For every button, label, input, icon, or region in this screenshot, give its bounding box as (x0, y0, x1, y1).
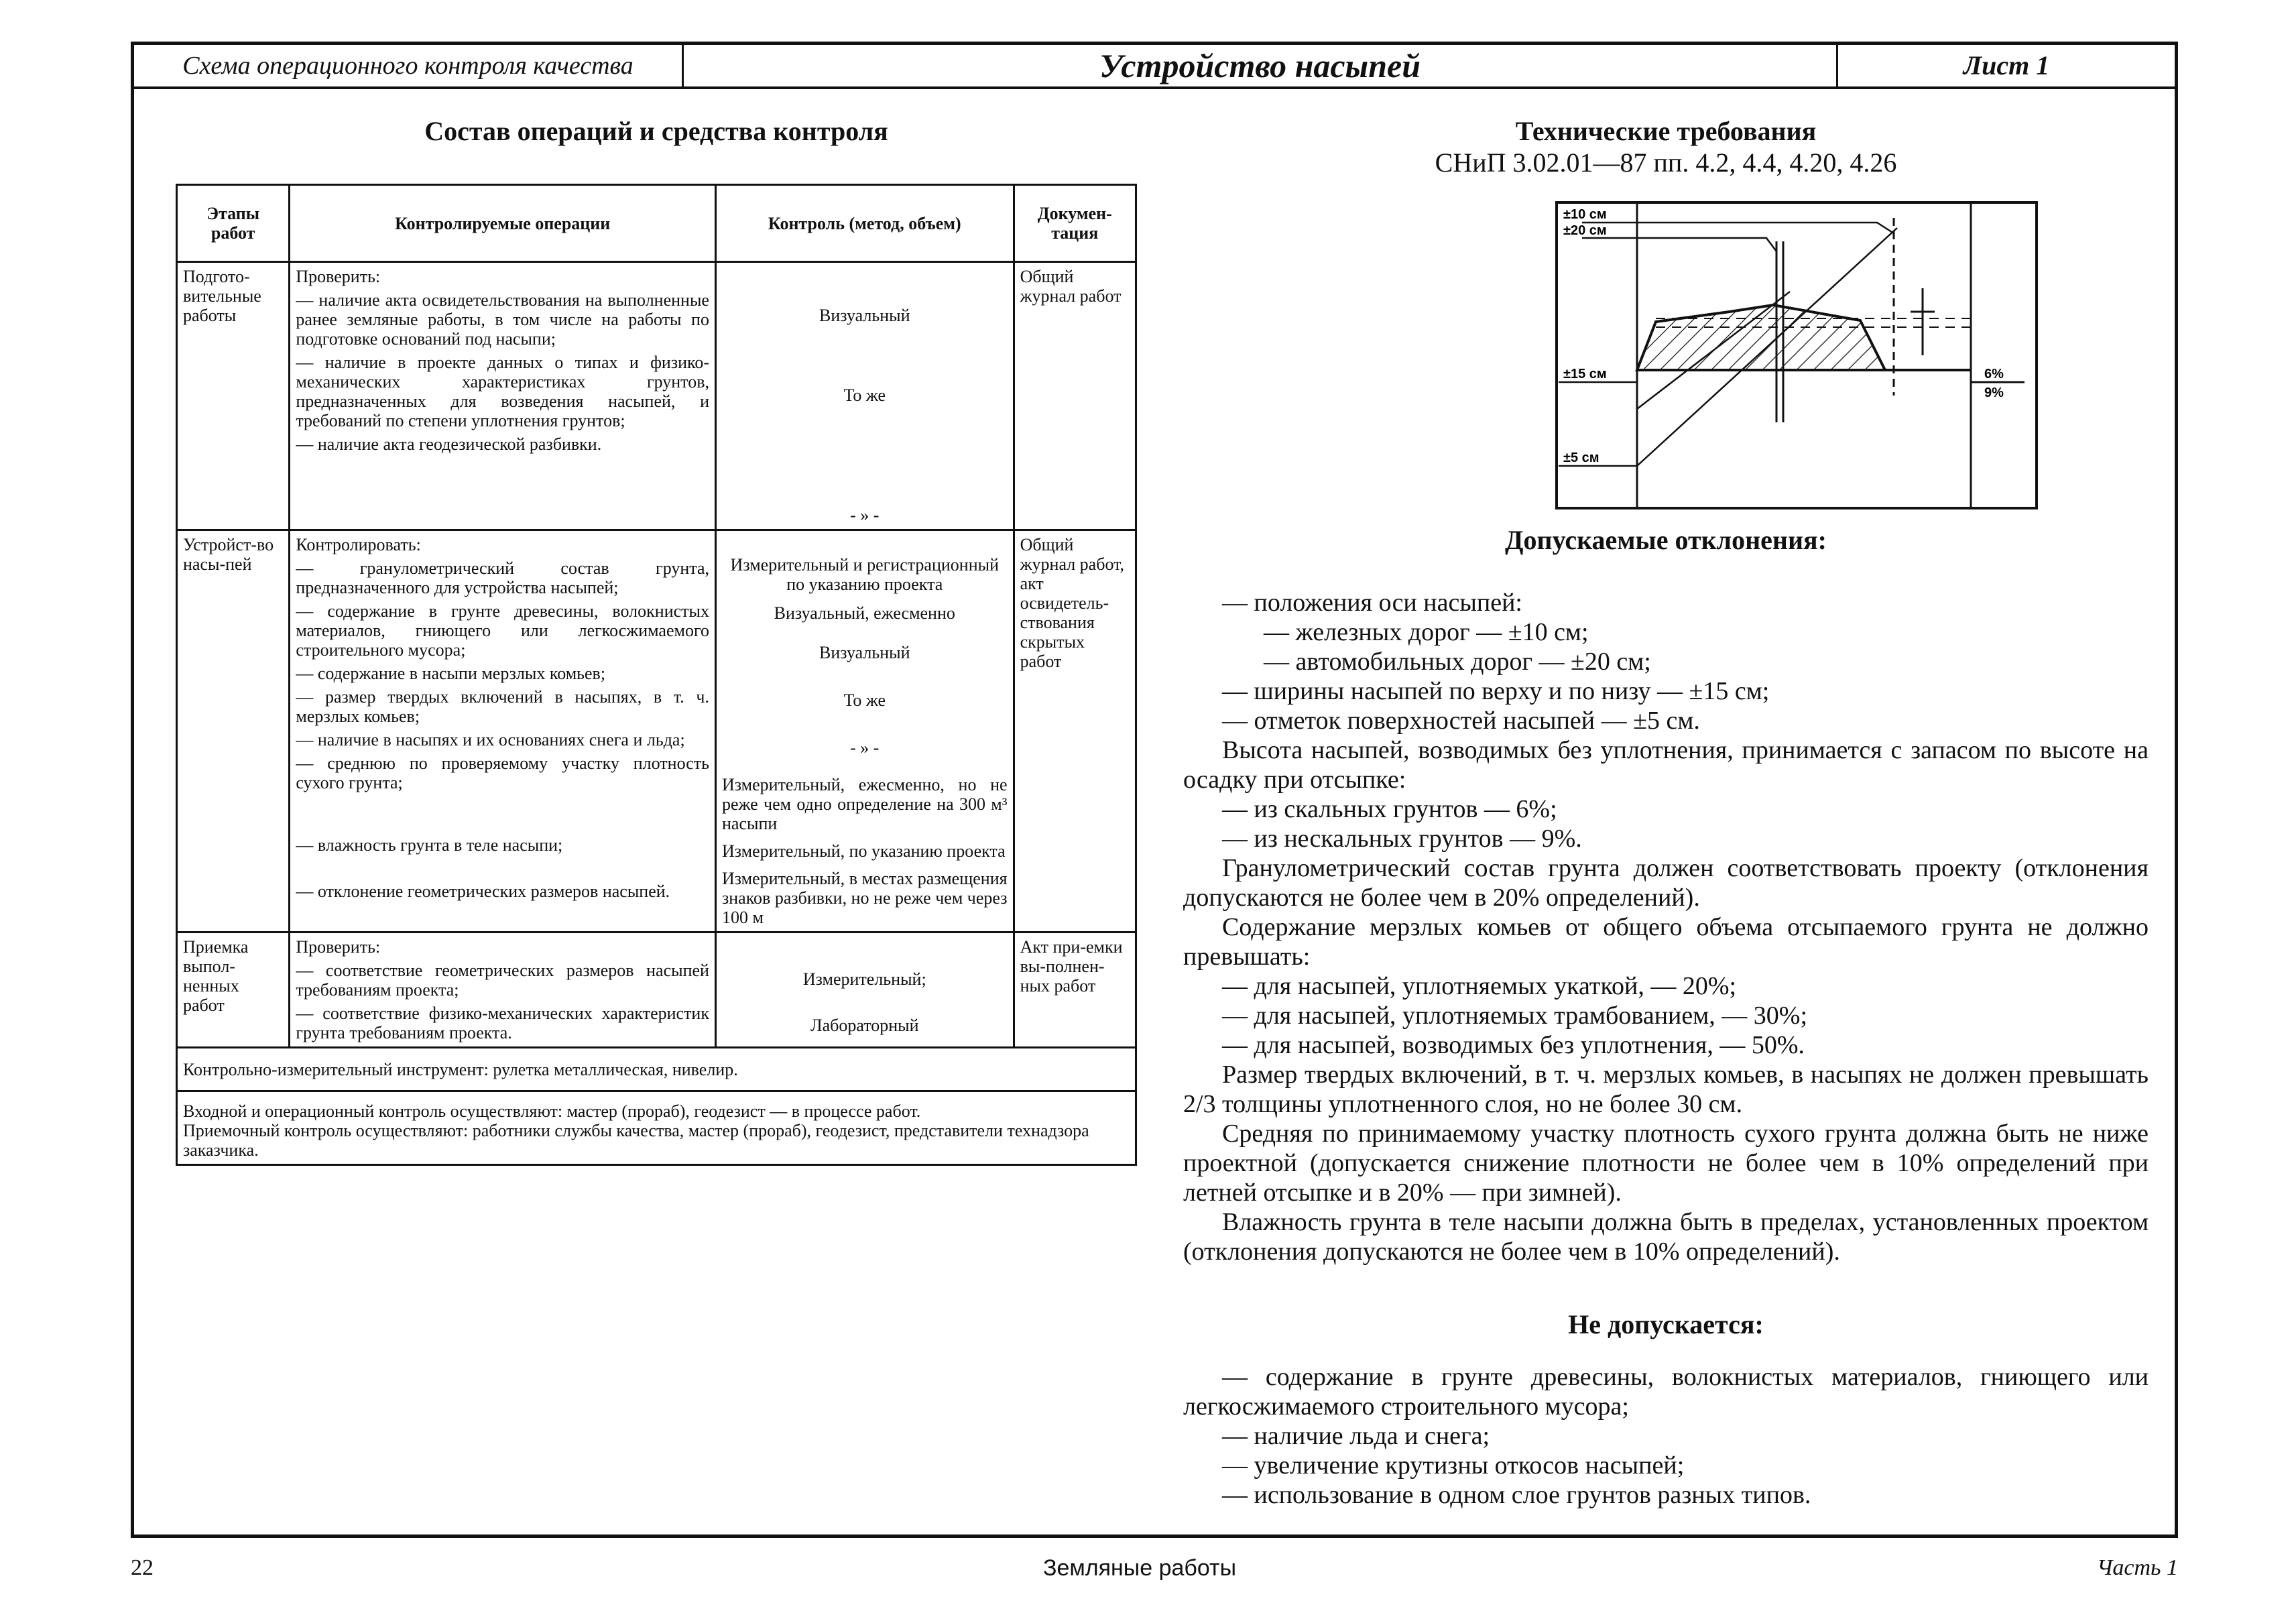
deviation-line: — из нескальных грунтов — 9%. (1222, 825, 1582, 853)
op-item: — влажность грунта в теле насыпи; (296, 835, 563, 855)
deviation-line: Средняя по принимаемому участку плотность сухого грунта должна быть не ниже проектной (допускается снижение плотности не более чем в 10% определений при летней отсыпке и в 20% — при зимней). (1183, 1120, 2149, 1207)
op-item: — размер твердых включений в насыпях, в т. ч. мерзлых комьев; (296, 687, 709, 726)
control-item: Визуальный, ежесменно (774, 603, 955, 623)
col-header: Контроль (метод, объем) (715, 185, 1014, 262)
label-15cm: ±15 см (1563, 367, 1607, 381)
embankment-diagram (1555, 201, 2038, 509)
deviation-line: — железных дорог — ±10 см; (1264, 618, 1589, 646)
control-item: Измерительный и регистрационный по указанию проекта (730, 555, 999, 594)
not-allowed-text (1183, 1362, 2149, 1510)
op-item: — наличие акта геодезической разбивки. (296, 434, 602, 454)
deviation-line: — из скальных грунтов — 6%; (1222, 795, 1557, 823)
ops-cell (290, 262, 716, 530)
not-allowed-title: Не допускается: (1568, 1309, 1764, 1339)
table-row (177, 1091, 1136, 1165)
op-item: — содержание в грунте древесины, волокнистых материалов, гниющего или легкосжимаемого строительного мусора; (296, 601, 709, 660)
deviation-line: — отметок поверхностей насыпей — ±5 см. (1222, 707, 1700, 735)
op-item: — соответствие геометрических размеров насыпей требованиям проекта; (296, 961, 709, 1000)
deviation-line: — для насыпей, возводимых без уплотнения, — 50%. (1222, 1031, 1805, 1059)
col-header: Этапы работ (177, 185, 290, 262)
not-allowed-line: — увеличение крутизны откосов насыпей; (1222, 1451, 1685, 1480)
deviation-line: Влажность грунта в теле насыпи должна быть в пределах, установленных проектом (отклонения допускаются не более чем в 10% определений). (1183, 1208, 2149, 1266)
ops-intro: Проверить: (296, 267, 381, 286)
op-item: — отклонение геометрических размеров насыпей. (296, 882, 670, 901)
op-item: — содержание в насыпи мерзлых комьев; (296, 664, 606, 683)
col-header: Докумен-тация (1014, 185, 1136, 262)
ops-intro: Проверить: (296, 937, 381, 957)
deviation-line: Содержание мерзлых комьев от общего объема отсыпаемого грунта не должно превышать: (1183, 913, 2149, 971)
control-cell (715, 262, 1014, 530)
doc-cell: Акт при-емки вы-полнен-ных работ (1014, 933, 1136, 1048)
stage-cell: Приемка выпол-ненных работ (177, 933, 290, 1048)
table-row (177, 262, 1136, 530)
control-item: Измерительный; (802, 969, 926, 989)
op-item: — наличие в проекте данных о типах и физико-механических характеристиках грунтов, предназначенных для возведения насыпей, и требований по степени уплотнения грунтов; (296, 353, 709, 430)
leader-line (1637, 223, 1894, 233)
header-left: Схема операционного контроля качества (134, 45, 684, 86)
control-item: - » - (850, 738, 880, 758)
col-header: Контролируемые операции (290, 185, 716, 262)
requirements-column (1183, 45, 2149, 1509)
control-cell (715, 933, 1014, 1048)
deviations-title: Допускаемые отклонения: (1505, 525, 1827, 555)
not-allowed-line: — наличие льда и снега; (1222, 1422, 1490, 1450)
label-10cm: ±10 см (1563, 207, 1607, 222)
control-item: То же (843, 690, 886, 710)
op-item: — соответствие физико-механических характеристик грунта требованиям проекта. (296, 1004, 709, 1042)
operations-title: Состав операций и средства контроля (424, 116, 888, 146)
op-item: — наличие акта освидетельствования на выполненные ранее земляные работы, в том числе на работы по подготовке оснований под насыпи; (296, 290, 709, 349)
doc-cell: Общий журнал работ (1014, 262, 1136, 530)
control-item: Визуальный (819, 306, 910, 325)
requirements-title: Технические требования (1515, 116, 1817, 146)
deviation-line: — ширины насыпей по верху и по низу — ±15 см; (1222, 677, 1770, 705)
not-allowed-line: — содержание в грунте древесины, волокнистых материалов, гниющего или легкосжимаемого строительного мусора; (1183, 1363, 2149, 1421)
stage-cell: Устройст-во насы-пей (177, 530, 290, 933)
table-row (177, 530, 1136, 933)
control-item: Измерительный, в местах размещения знаков разбивки, но не реже чем через 100 м (721, 869, 1008, 927)
control-item: То же (843, 385, 886, 405)
table-header-row (177, 185, 1136, 262)
footer-part: Часть 1 (2096, 1555, 2178, 1580)
deviation-line: Гранулометрический состав грунта должен соответствовать проекту (отклонения допускаются не более чем в 20% определений). (1183, 854, 2149, 912)
page-frame (131, 42, 2178, 1538)
deviation-line: — автомобильных дорог — ±20 см; (1264, 648, 1651, 676)
header-title: Устройство насыпей (684, 45, 1838, 86)
deviation-line: — для насыпей, уплотняемых трамбованием, — 30%; (1222, 1002, 1807, 1030)
footer-title: Земляные работы (1042, 1555, 1237, 1581)
control-item: Лабораторный (810, 1016, 919, 1035)
label-20cm: ±20 см (1563, 223, 1607, 238)
label-9pct: 9% (1984, 385, 2004, 400)
deviation-line: — положения оси насыпей: (1222, 589, 1522, 617)
doc-cell: Общий журнал работ, акт освидетель-ствования скрытых работ (1014, 530, 1136, 933)
deviation-line: Высота насыпей, возводимых без уплотнения, принимается с запасом по высоте на осадку при отсыпке: (1183, 736, 2149, 794)
op-item: — гранулометрический состав грунта, предназначенного для устройства насыпей; (296, 558, 709, 597)
label-6pct: 6% (1984, 367, 2004, 381)
label-5cm: ±5 см (1563, 450, 1599, 465)
control-item: Измерительный, ежесменно, но не реже чем одно определение на 300 м³ насыпи (721, 775, 1008, 833)
deviation-line: Размер твердых включений, в т. ч. мерзлых комьев, в насыпях не должен превышать 2/3 толщины уплотненного слоя, но не более 30 см. (1183, 1061, 2149, 1118)
header-sheet: Лист 1 (1963, 50, 2050, 80)
operations-table (176, 184, 1137, 1166)
ops-cell (290, 933, 716, 1048)
control-notes-cell (177, 1091, 1136, 1165)
not-allowed-line: — использование в одном слое грунтов разных типов. (1222, 1481, 1811, 1509)
leader-line (1637, 238, 1776, 251)
stage-cell: Подгото-вительные работы (177, 262, 290, 530)
deviation-line: — для насыпей, уплотняемых укаткой, — 20%; (1222, 972, 1737, 1000)
page-number: 22 (131, 1555, 154, 1580)
table-row (177, 1048, 1136, 1091)
instruments-cell: Контрольно-измерительный инструмент: рулетка металлическая, нивелир. (177, 1048, 1136, 1091)
ops-intro: Контролировать: (296, 535, 421, 554)
requirements-subtitle: СНиП 3.02.01—87 пп. 4.2, 4.4, 4.20, 4.26 (1435, 147, 1897, 178)
op-item: — среднюю по проверяемому участку плотность сухого грунта; (296, 754, 709, 792)
deviations-text (1183, 588, 2149, 1266)
control-cell (715, 530, 1014, 933)
control-item: Измерительный, по указанию проекта (721, 841, 1006, 861)
control-item: Визуальный (819, 643, 910, 662)
table-row (177, 933, 1136, 1048)
op-item: — наличие в насыпях и их основаниях снега и льда; (296, 730, 685, 749)
control-note: Приемочный контроль осуществляют: работники службы качества, мастер (прораб), геодезист, представители технадзора заказчика. (183, 1121, 1089, 1160)
control-item: - » - (850, 505, 880, 525)
control-note: Входной и операционный контроль осуществляют: мастер (прораб), геодезист — в процессе работ. (183, 1101, 921, 1121)
ops-cell (290, 530, 716, 933)
